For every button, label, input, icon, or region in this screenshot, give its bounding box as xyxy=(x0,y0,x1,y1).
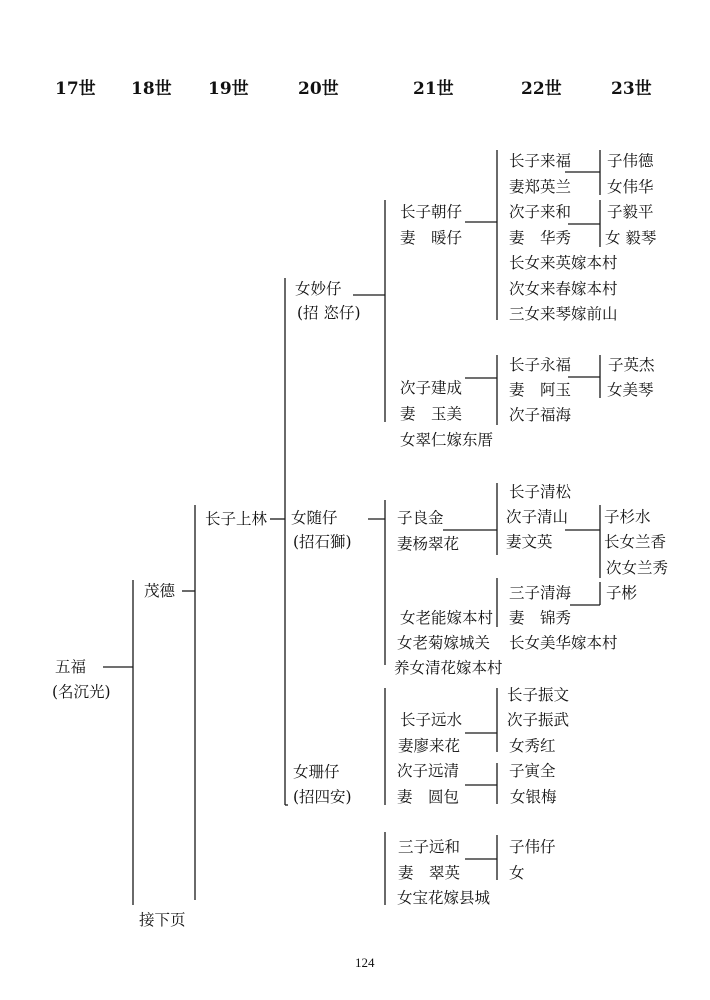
person-yiqin: 女 毅琴 xyxy=(605,229,657,247)
person-wufu: 五福 xyxy=(55,658,87,676)
person-qinghai: 三子清海 xyxy=(509,584,572,602)
continued-note: 接下页 xyxy=(139,911,186,929)
person-yinquan: 子寅全 xyxy=(509,762,556,780)
generation-header-22: 22世 xyxy=(521,79,562,99)
person-laichun: 次女来春嫁本村 xyxy=(509,280,618,298)
generation-header-23: 23世 xyxy=(611,79,652,99)
person-shanshui: 子杉水 xyxy=(604,508,651,526)
person-liangjin-wife: 妻杨翠花 xyxy=(397,535,460,553)
person-baohua: 女宝花嫁县城 xyxy=(397,889,491,907)
generation-header-21: 21世 xyxy=(413,79,454,99)
person-suizai: 女随仔 xyxy=(291,509,338,527)
person-lanxiang: 长女兰香 xyxy=(604,533,667,551)
person-qingshan-wife: 妻文英 xyxy=(506,533,553,551)
person-zhaozai-wife: 妻 暖仔 xyxy=(400,229,463,247)
person-yongfu-wife: 妻 阿玉 xyxy=(509,381,572,399)
person-miaozai: 女妙仔 xyxy=(295,280,342,298)
person-yuanshui-wife: 妻廖来花 xyxy=(398,737,461,755)
generation-header-18: 18世 xyxy=(131,79,172,99)
person-qingsong: 长子清松 xyxy=(509,483,572,501)
person-yuanqing: 次子远清 xyxy=(397,762,460,780)
person-miaozai-note: (招 恣仔) xyxy=(297,304,361,322)
person-zhenwen: 长子振文 xyxy=(507,686,570,704)
generation-header-20: 20世 xyxy=(298,79,339,99)
person-laihe-wife: 妻 华秀 xyxy=(509,229,572,247)
person-xiuhong: 女秀红 xyxy=(509,737,556,755)
generation-header-19: 19世 xyxy=(208,79,249,99)
person-cuiren: 女翠仁嫁东厝 xyxy=(400,431,494,449)
person-weihua: 女伟华 xyxy=(607,178,654,196)
person-zhenwu: 次子振武 xyxy=(507,711,570,729)
person-yongfu: 长子永福 xyxy=(509,356,572,374)
person-fuhai: 次子福海 xyxy=(509,406,572,424)
person-weizai: 子伟仔 xyxy=(509,838,556,856)
person-zhaozai: 长子朝仔 xyxy=(400,203,463,221)
person-maode: 茂德 xyxy=(144,582,176,600)
person-laiqin: 三女来琴嫁前山 xyxy=(509,305,618,323)
person-laoneng: 女老能嫁本村 xyxy=(400,609,494,627)
person-yuanhe-wife: 妻 翠英 xyxy=(398,864,461,882)
person-qingshan: 次子清山 xyxy=(506,508,569,526)
person-yuanhe: 三子远和 xyxy=(398,838,461,856)
person-qinghua: 养女清花嫁本村 xyxy=(394,659,503,677)
person-qinghai-wife: 妻 锦秀 xyxy=(509,609,572,627)
person-laiying: 长女来英嫁本村 xyxy=(509,254,618,272)
person-meihua: 长女美华嫁本村 xyxy=(509,634,618,652)
generation-header-17: 17世 xyxy=(55,79,96,99)
person-lanxiu: 次女兰秀 xyxy=(606,559,669,577)
person-laifu: 长子来福 xyxy=(509,152,572,170)
person-laihe: 次子来和 xyxy=(509,203,572,221)
person-meiqin: 女美琴 xyxy=(607,381,654,399)
person-shanglin: 长子上林 xyxy=(205,510,268,528)
person-yuanshui: 长子远水 xyxy=(400,711,463,729)
person-nv: 女 xyxy=(509,864,525,882)
person-jiancheng-wife: 妻 玉美 xyxy=(400,405,463,423)
person-laoju: 女老菊嫁城关 xyxy=(397,634,491,652)
person-yiping: 子毅平 xyxy=(607,203,654,221)
person-shanzai-note: (招四安) xyxy=(293,788,352,806)
person-weide: 子伟德 xyxy=(607,152,654,170)
person-bin: 子彬 xyxy=(606,584,638,602)
person-laifu-wife: 妻郑英兰 xyxy=(509,178,572,196)
person-yingjie: 子英杰 xyxy=(608,356,655,374)
person-liangjin: 子良金 xyxy=(397,509,444,527)
person-shanzai: 女珊仔 xyxy=(293,763,340,781)
person-suizai-note: (招石獅) xyxy=(293,533,352,551)
page-number: 124 xyxy=(355,955,375,970)
person-wufu-note: (名沉光) xyxy=(52,683,111,701)
person-yuanqing-wife: 妻 圆包 xyxy=(397,788,460,806)
person-yinmei: 女银梅 xyxy=(510,788,557,806)
person-jiancheng: 次子建成 xyxy=(400,379,463,397)
